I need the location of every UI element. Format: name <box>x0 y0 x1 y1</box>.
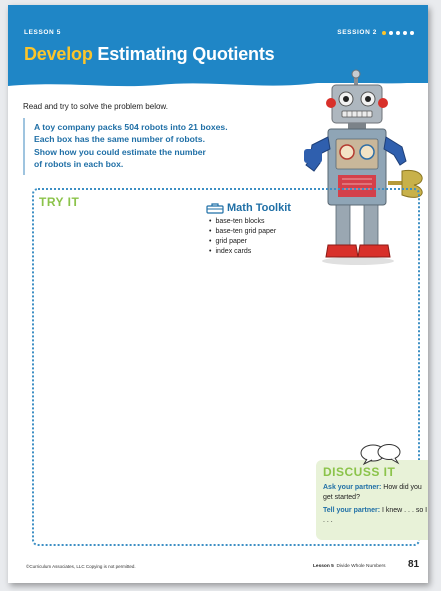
toolkit-list <box>209 217 291 257</box>
tell-partner-prompt <box>323 506 428 525</box>
ask-partner-label: Ask your partner: <box>323 484 382 491</box>
session-dot <box>389 31 393 35</box>
discuss-it-heading: DISCUSS IT <box>323 465 396 479</box>
page-title <box>24 44 274 65</box>
lesson-label: LESSON 5 <box>24 29 61 36</box>
tell-partner-label: Tell your partner: <box>323 507 381 514</box>
try-it-heading: TRY IT <box>39 195 80 209</box>
toolkit-item: • base-ten grid paper <box>209 227 291 237</box>
session-dot <box>396 31 400 35</box>
worksheet-page <box>8 5 428 583</box>
problem-line: of robots in each box. <box>34 159 124 170</box>
toolkit-item: • index cards <box>209 247 291 257</box>
session-label: SESSION 2 <box>337 29 377 36</box>
session-dot-active <box>382 31 386 35</box>
intro-text: Read and try to solve the problem below. <box>23 102 168 111</box>
footer-lesson <box>313 564 386 569</box>
problem-statement <box>23 118 299 175</box>
problem-line: A toy company packs 504 robots into 21 boxes. <box>34 122 228 132</box>
session-dot <box>403 31 407 35</box>
toolkit-title-text: Math Toolkit <box>227 202 291 214</box>
problem-line: Each box has the same number of robots. <box>34 134 205 145</box>
page-number: 81 <box>408 559 420 570</box>
title-rest: Estimating Quotients <box>92 44 275 64</box>
session-indicator <box>337 29 414 36</box>
toolkit-item: • base-ten blocks <box>209 217 291 227</box>
title-highlight: Develop <box>24 44 93 64</box>
toolkit-title <box>206 202 291 214</box>
ask-partner-text: How did you get started? <box>323 484 422 501</box>
footer-lesson-title: Divide Whole Numbers <box>336 564 386 569</box>
toolkit-item: • grid paper <box>209 237 291 247</box>
problem-line: Show how you could estimate the number <box>34 146 206 157</box>
toolbox-icon <box>206 202 224 214</box>
discuss-it-panel <box>316 460 428 540</box>
tell-partner-text: I knew . . . so I . . . <box>323 507 428 524</box>
footer-lesson-label: Lesson 5 <box>313 564 334 569</box>
discuss-prompts <box>323 483 428 529</box>
math-toolkit <box>206 202 291 257</box>
speech-bubbles-icon <box>359 443 403 465</box>
session-dot <box>410 31 414 35</box>
copyright-notice: ©Curriculum Associates, LLC Copying is not permitted. <box>26 564 136 569</box>
ask-partner-prompt <box>323 483 428 502</box>
